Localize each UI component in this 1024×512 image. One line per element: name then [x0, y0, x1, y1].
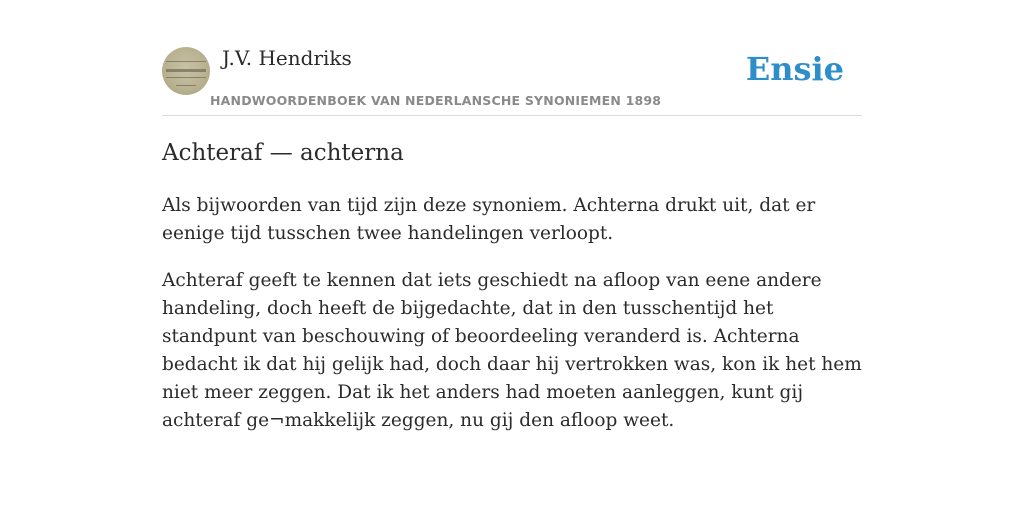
- header: [162, 0, 862, 116]
- entry-paragraph: Achteraf geeft te kennen dat iets geschiedt na afloop van eene andere handeling, doch heeft de bijgedachte, dat in den tusschentijd het standpunt van beschouwing of beoordeeling veranderd is. Achterna bedacht ik dat hij gelijk had, doch daar hij vertrokken was, kon ik het hem niet meer zeggen. Dat ik het anders had moeten aanleggen, kunt gij achteraf ge¬makkelijk zeggen, nu gij den afloop weet.: [162, 270, 862, 431]
- page-container: [162, 0, 862, 431]
- cover-line-decoration: [166, 69, 206, 72]
- brand-logo[interactable]: Ensie: [745, 50, 844, 88]
- cover-line-decoration: [176, 85, 196, 86]
- author-name[interactable]: J.V. Hendriks: [222, 46, 352, 70]
- book-cover-avatar[interactable]: [162, 47, 210, 95]
- entry-title: Achteraf — achterna: [162, 140, 404, 166]
- cover-line-decoration: [166, 77, 206, 78]
- entry-paragraph: Als bijwoorden van tijd zijn deze synoniem. Achterna drukt uit, dat er eenige tijd tusschen twee handelingen verloopt.: [162, 195, 816, 244]
- source-title[interactable]: HANDWOORDENBOEK VAN NEDERLANSCHE SYNONIEMEN 1898: [210, 93, 662, 108]
- cover-line-decoration: [166, 61, 206, 62]
